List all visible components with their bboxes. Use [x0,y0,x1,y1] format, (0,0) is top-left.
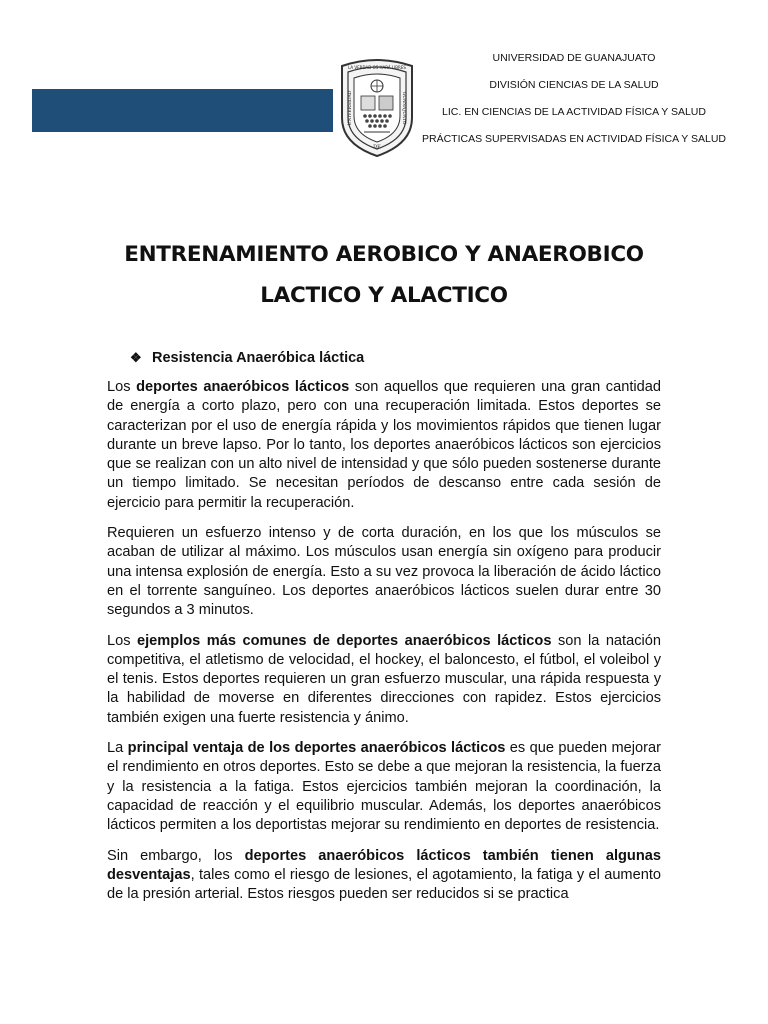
paragraph-2: Requieren un esfuerzo intenso y de corta duración, en los que los músculos se acaban de utilizar al máximo. Los músculos usan energía sin oxígeno para producir una intensa explosión de energía. Esto a su vez provoca la liberación de ácido láctico en el torrente sanguíneo. Los deportes anaeróbicos lácticos suelen durar entre 30 segundos a 3 minutos. [107,525,661,619]
section-heading-text: Resistencia Anaeróbica láctica [152,350,365,366]
paragraph-3 [107,632,661,728]
header-accent-bar [32,89,333,132]
title-line-1: ENTRENAMIENTO AEROBICO Y ANAEROBICO [124,242,644,267]
university-name: UNIVERSIDAD DE GUANAJUATO [492,52,656,64]
paragraph-1 [107,378,661,513]
institution-header [420,50,728,158]
p5-lead: Sin embargo, los [107,847,245,864]
page-title [60,234,708,316]
p1-lead: Los [107,379,137,395]
p1-rest: son aquellos que requieren una gran cantidad de energía a corto plazo, pero con una recuperación limitada. Estos deportes se caracterizan por el uso de energía rápida y los movimientos rápidos que tienen lugar durante un breve lapso. Por lo tanto, los deportes anaeróbicos lácticos son ejercicios que se realizan con un alto nivel de intensidad y que sólo pueden sostenerse durante un tiempo limitado. Se necesitan períodos de descanso entre cada sesión de ejercicio para permitir la recuperación. [107,379,661,511]
p3-lead: Los [107,632,138,649]
title-line-2: LACTICO Y ALACTICO [260,283,508,308]
program-name: LIC. EN CIENCIAS DE LA ACTIVIDAD FÍSICA Y SALUD [442,106,706,118]
seal-bottom-text: DE [373,144,381,150]
division-name: DIVISIÓN CIENCIAS DE LA SALUD [489,79,659,91]
p3-rest: son la natación competitiva, el atletismo de velocidad, el hockey, el baloncesto, el fútbol, el voleibol y el tenis. Estos deportes requieren un gran esfuerzo muscular, una rápida respuesta y la habilidad de moverse en diferentes direcciones con rapidez. Estos ejercicios también exigen una fuerte resistencia y ánimo. [107,632,661,726]
p5-bold: deportes anaeróbicos lácticos también tienen algunas desventajas [107,847,661,883]
p5-rest: , tales como el riesgo de lesiones, el agotamiento, la fatiga y el aumento de la presión arterial. Estos riesgos pueden ser reducidos si se practica [107,866,661,903]
p4-bold: principal ventaja de los deportes anaeróbicos lácticos [127,740,506,757]
paragraph-5 [107,847,661,905]
seal-left-text: UNIVERSIDAD [348,90,353,126]
seal-right-text: GUANAJUATO [401,91,406,125]
diamond-bullet-icon: ❖ [130,350,142,365]
body-text [107,378,661,915]
p4-lead: La [107,740,128,757]
course-name: PRÁCTICAS SUPERVISADAS EN ACTIVIDAD FÍSICA Y SALUD [421,133,726,145]
p1-bold: deportes anaeróbicos lácticos [136,379,350,395]
seal-motto: LA VERDAD OS HARÁ LIBRES [348,65,406,70]
p4-rest: es que pueden mejorar el rendimiento en otros deportes. Esto se debe a que mejoran la resistencia, la fuerza y la resistencia a la fatiga. Estos ejercicios también mejoran la coordinación, la capacidad de reacción y el equilibrio muscular. Además, los deportes anaeróbicos lácticos permiten a los deportistas mejorar su rendimiento en deportes de resistencia. [107,740,661,834]
paragraph-4 [107,739,661,835]
university-seal-icon [334,56,420,158]
p3-bold: ejemplos más comunes de deportes anaeróbicos lácticos [137,632,552,649]
section-heading [130,350,364,366]
